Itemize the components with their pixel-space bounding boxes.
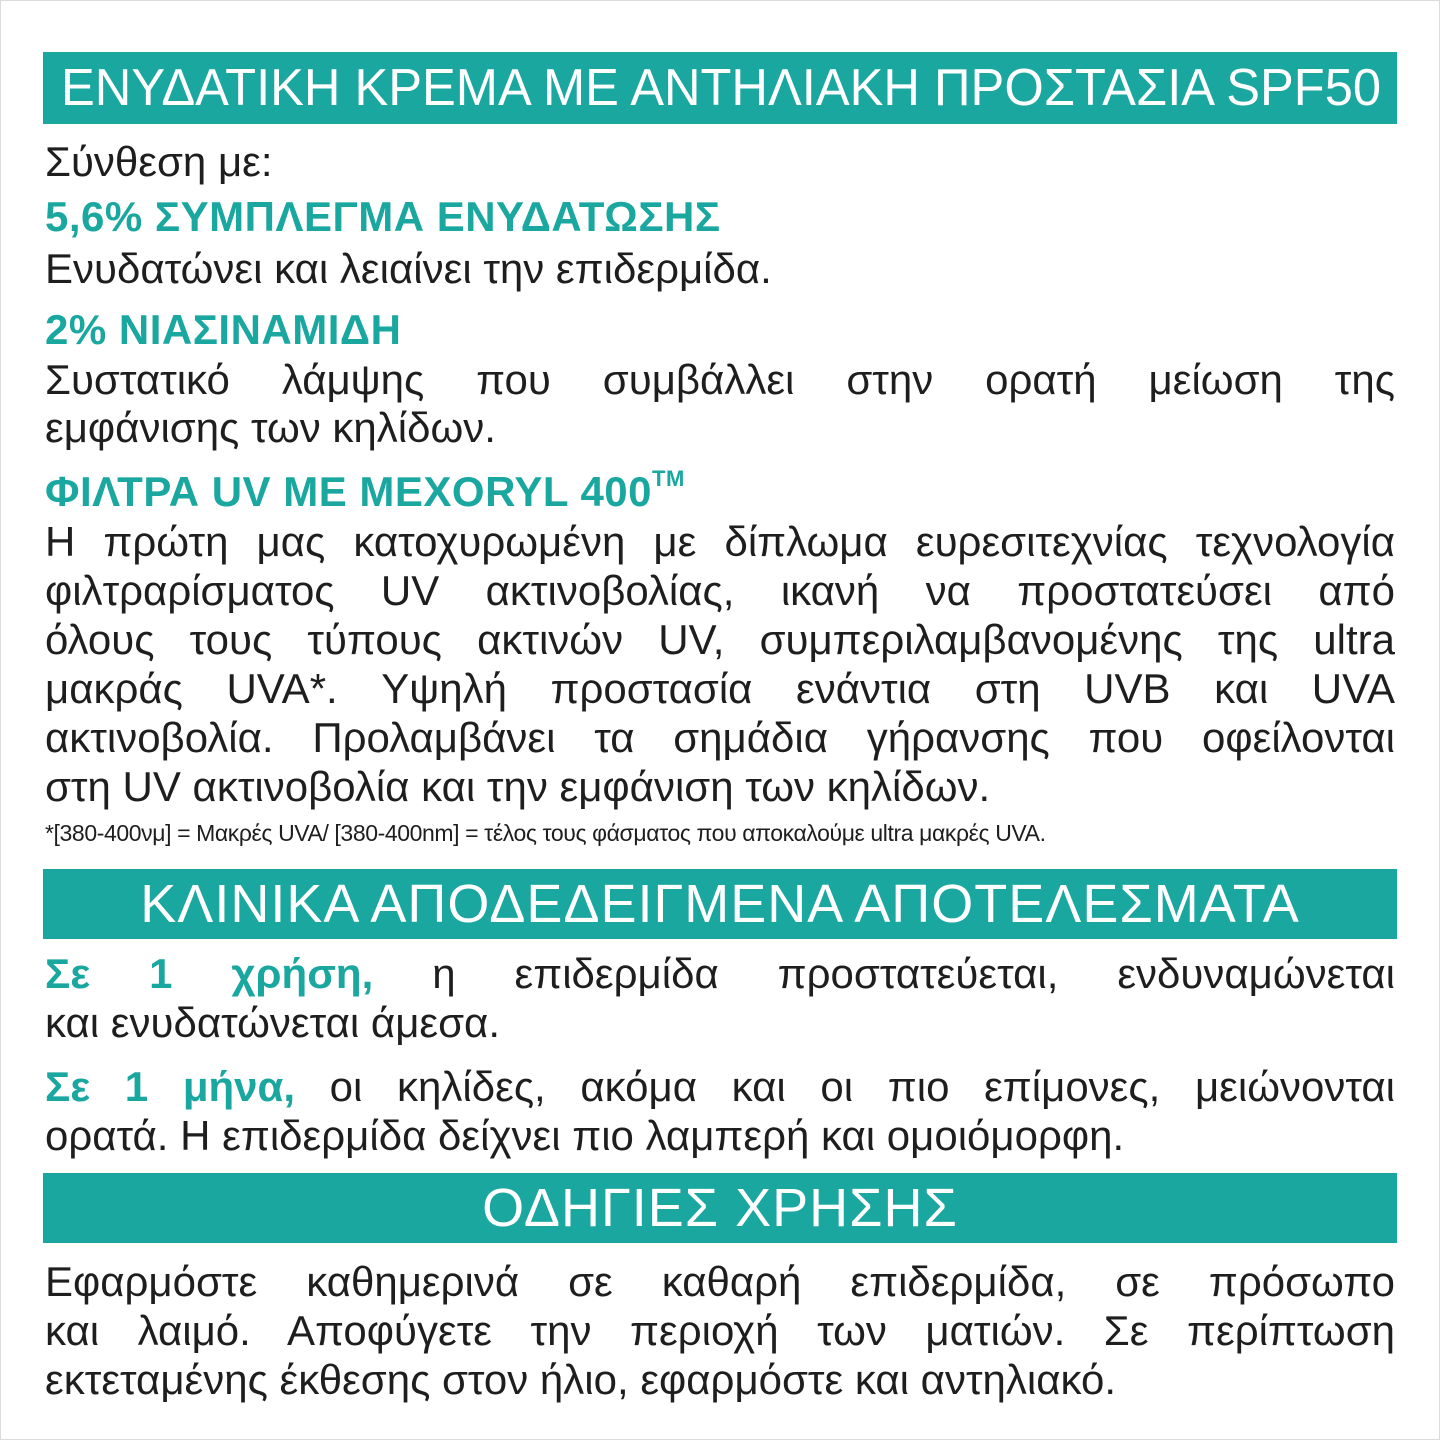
ingredient-heading-hydration-complex: 5,6% ΣΥΜΠΛΕΓΜΑ ΕΝΥΔΑΤΩΣΗΣ <box>45 193 721 240</box>
result-highlight: Σε 1 χρήση, <box>45 950 374 997</box>
trademark-mark: TM <box>652 466 685 491</box>
ingredient-description-line: Ενυδατώνει και λειαίνει την επιδερμίδα. <box>45 245 772 292</box>
ingredient-heading-text: ΦΙΛΤΡΑ UV ΜΕ MEXORYL 400 <box>45 468 653 515</box>
ingredient-description-line: Η πρώτη μας κατοχυρωμένη με δίπλωμα ευρεσιτεχνίας τεχνολογία <box>45 518 1395 565</box>
result-text: οι κηλίδες, ακόμα και οι πιο επίμονες, μειώνονται <box>295 1063 1395 1110</box>
result-text: η επιδερμίδα προστατεύεται, ενδυναμώνεται <box>373 950 1395 997</box>
ingredient-description-line: όλους τους τύπους ακτινών UV, συμπεριλαμβανομένης της ultra <box>45 616 1395 663</box>
result-highlight: Σε 1 μήνα, <box>45 1063 296 1110</box>
ingredient-description-line: φιλτραρίσματος UV ακτινοβολίας, ικανή να προστατεύσει από <box>45 567 1395 614</box>
usage-instructions-title: ΟΔΗΓΙΕΣ ΧΡΗΣΗΣ <box>482 1178 958 1238</box>
product-title-banner <box>43 52 1397 124</box>
ingredient-description-line: στη UV ακτινοβολία και την εμφάνιση των κηλίδων. <box>45 763 991 810</box>
product-title: ΕΝΥΔΑΤΙΚΗ ΚΡΕΜΑ ΜΕ ΑΝΤΗΛΙΑΚΗ ΠΡΟΣΤΑΣΙΑ SPF50 <box>61 59 1382 117</box>
clinical-results-title: ΚΛΙΝΙΚΑ ΑΠΟΔΕΔΕΙΓΜΕΝΑ ΑΠΟΤΕΛΕΣΜΑΤΑ <box>140 874 1300 934</box>
ingredient-description-line: ακτινοβολία. Προλαμβάνει τα σημάδια γήρανσης που οφείλονται <box>45 714 1395 761</box>
ingredient-description-line: εμφάνισης των κηλίδων. <box>45 404 496 451</box>
usage-instructions-banner <box>43 1173 1397 1243</box>
usage-line: Εφαρμόστε καθημερινά σε καθαρή επιδερμίδα, σε πρόσωπο <box>45 1258 1395 1305</box>
usage-line: εκτεταμένης έκθεσης στον ήλιο, εφαρμόστε και αντηλιακό. <box>45 1356 1117 1403</box>
ingredient-description-line: μακράς UVA*. Υψηλή προστασία ενάντια στη UVB και UVA <box>45 665 1395 712</box>
clinical-results-banner <box>43 869 1397 939</box>
footnote: *[380-400νμ] = Μακρές UVA/ [380-400nm] = τέλος τους φάσματος που αποκαλούμε ultra μακρές UVA. <box>45 820 1046 846</box>
ingredient-heading-niacinamide: 2% ΝΙΑΣΙΝΑΜΙΔΗ <box>45 306 402 353</box>
ingredient-heading-uv-filters <box>45 466 685 516</box>
result-line <box>45 1062 1395 1111</box>
result-line: και ενυδατώνεται άμεσα. <box>45 999 500 1046</box>
ingredient-description-line: Συστατικό λάμψης που συμβάλλει στην ορατή μείωση της <box>45 356 1395 403</box>
usage-line: και λαιμό. Αποφύγετε την περιοχή των ματιών. Σε περίπτωση <box>45 1307 1395 1354</box>
composition-intro: Σύνθεση με: <box>45 138 273 185</box>
result-line <box>45 949 1395 998</box>
result-line: ορατά. Η επιδερμίδα δείχνει πιο λαμπερή και ομοιόμορφη. <box>45 1112 1125 1159</box>
